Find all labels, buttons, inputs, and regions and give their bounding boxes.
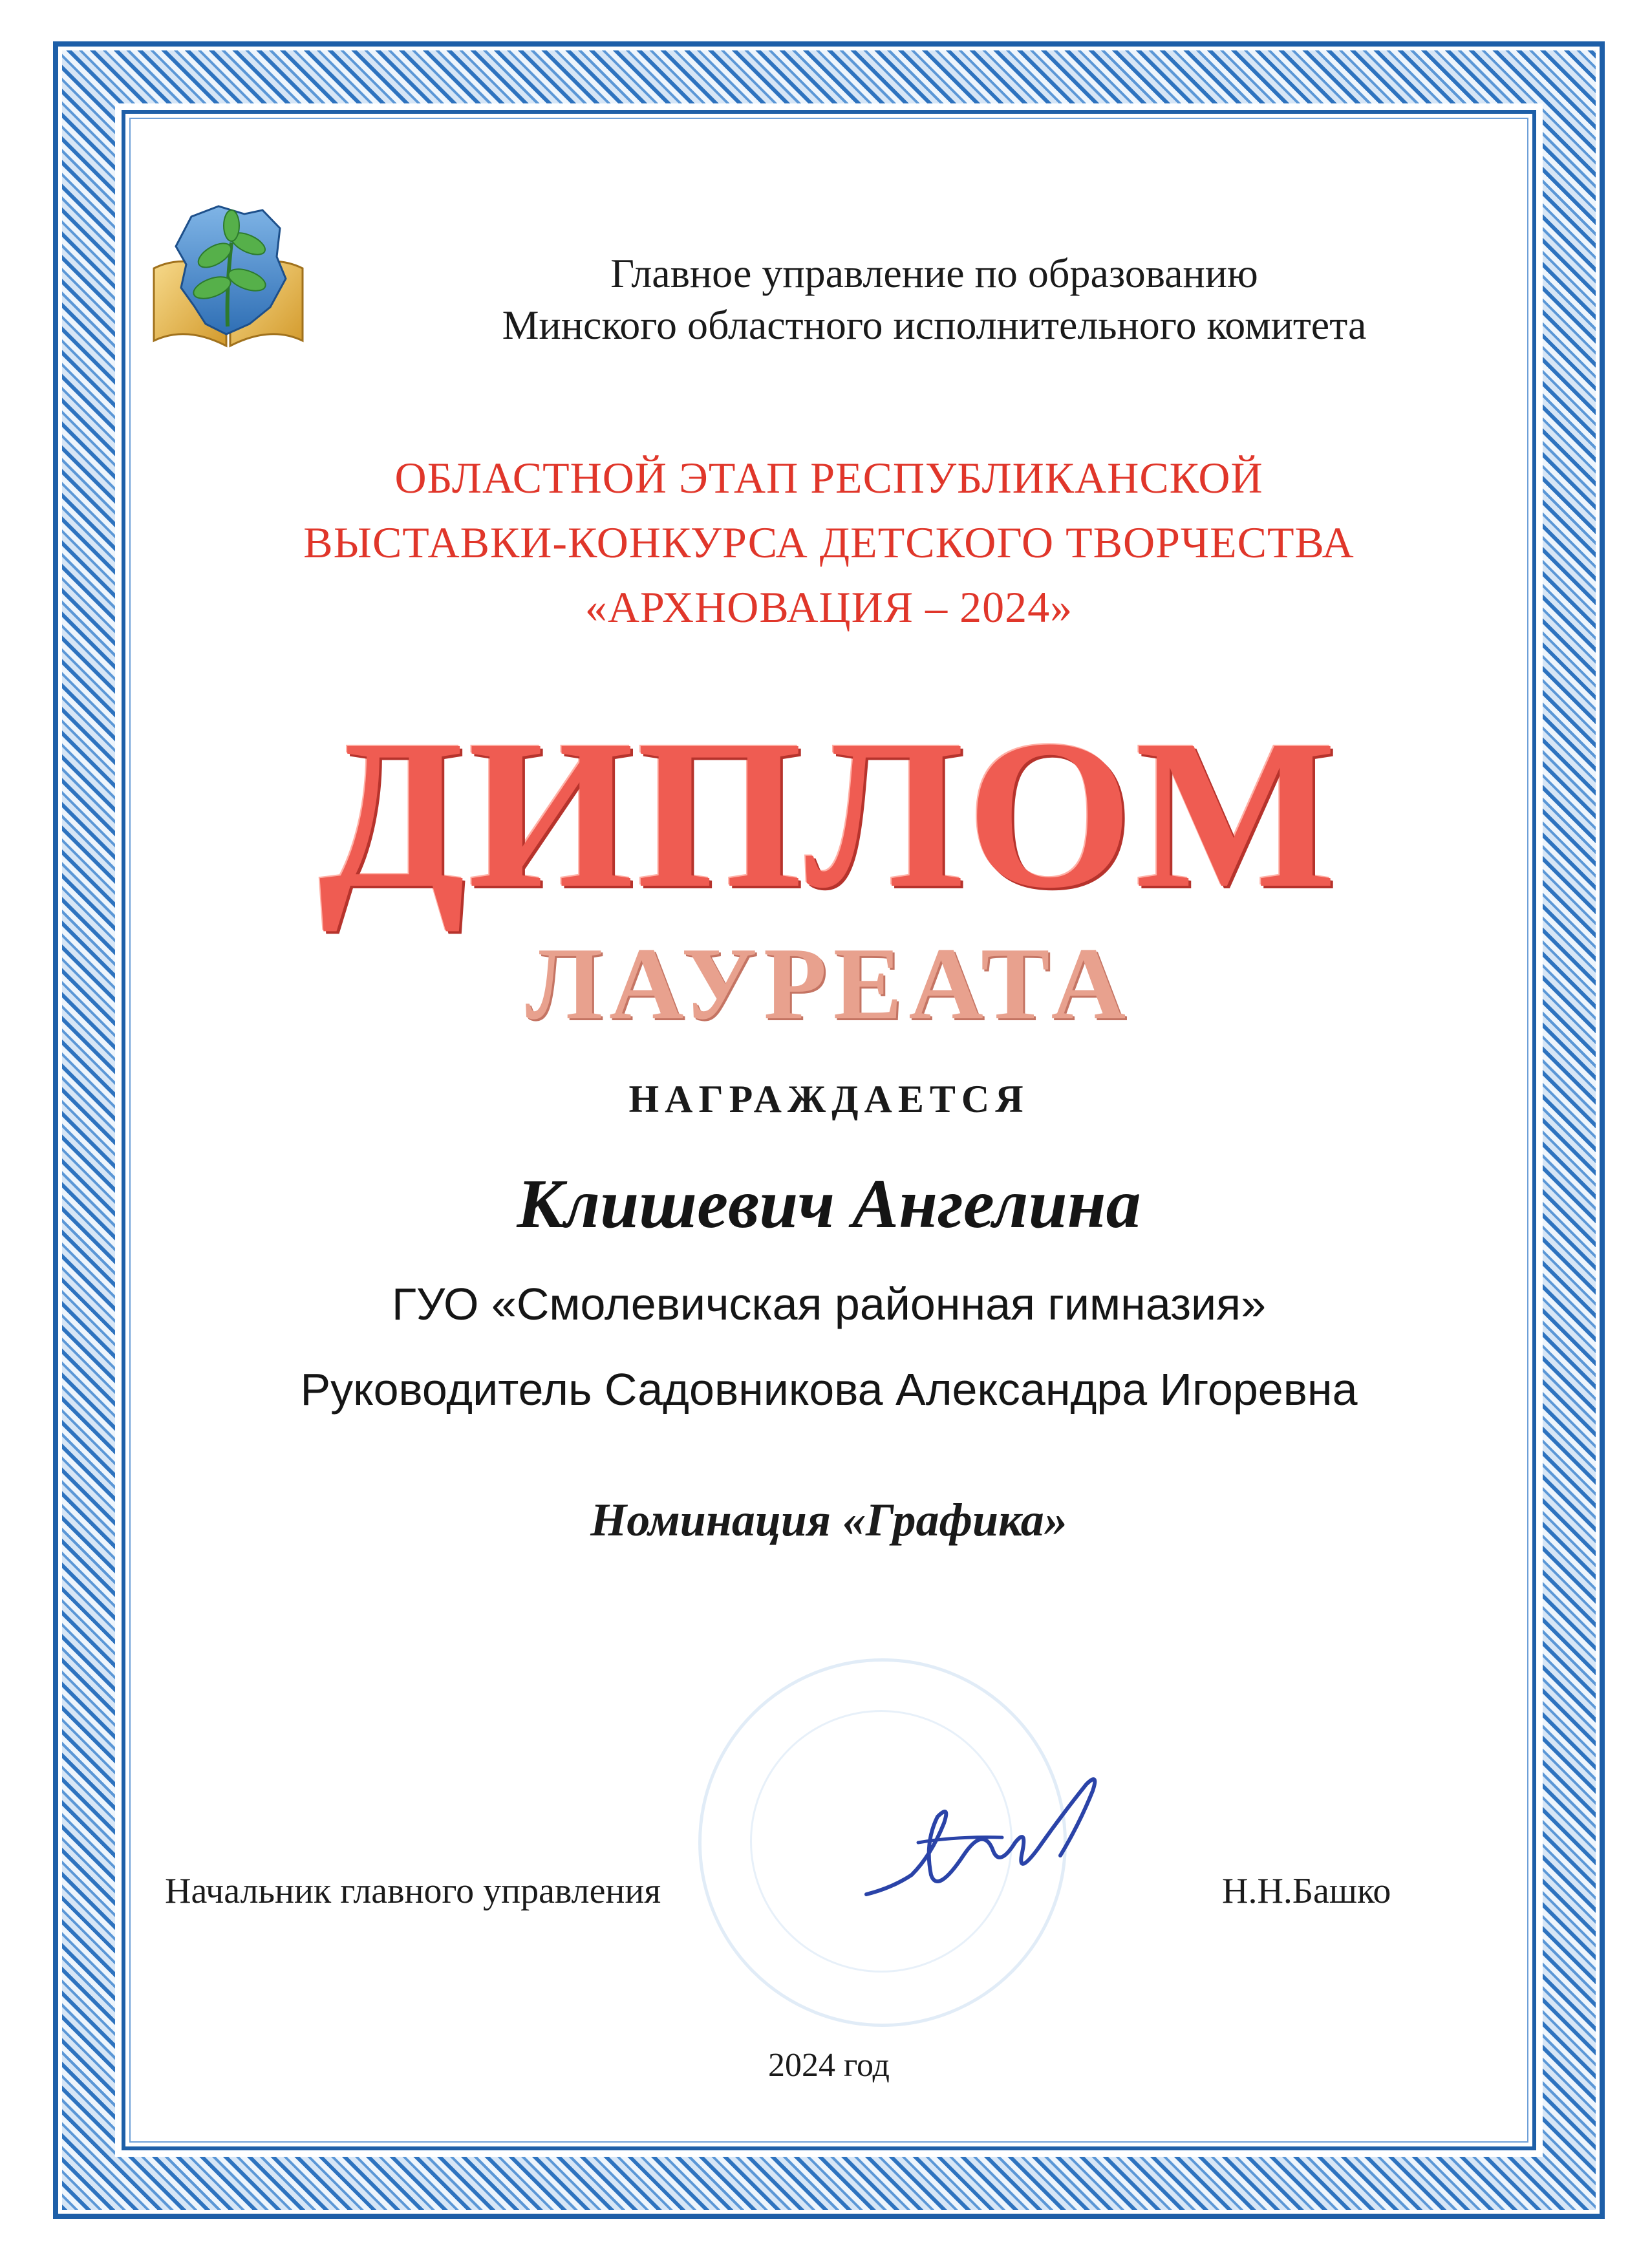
contest-line-3: «АРХНОВАЦИЯ – 2024» (584, 583, 1073, 632)
diploma-title: ДИПЛОМ (318, 696, 1340, 932)
handwritten-signature (853, 1765, 1164, 1933)
contest-line-2: ВЫСТАВКИ-КОНКУРСА ДЕТСКОГО ТВОРЧЕСТВА (303, 518, 1355, 567)
contest-line-1: ОБЛАСТНОЙ ЭТАП РЕСПУБЛИКАНСКОЙ (394, 453, 1263, 502)
recipient-name: Клишевич Ангелина (517, 1166, 1141, 1243)
signer-position: Начальник главного управления (165, 1871, 661, 1911)
recipient-leader: Руководитель Садовникова Александра Игоревна (300, 1364, 1358, 1415)
awarded-label: НАГРАЖДАЕТСЯ (628, 1078, 1029, 1120)
nomination: Номинация «Графика» (590, 1494, 1067, 1546)
diploma-subtitle: ЛАУРЕАТА (525, 926, 1133, 1041)
issue-year: 2024 год (768, 2047, 890, 2084)
issuer-line-2: Минского областного исполнительного комитета (502, 302, 1367, 348)
issuer-line-1: Главное управление по образованию (610, 250, 1258, 296)
recipient-school: ГУО «Смолевичская районная гимназия» (391, 1279, 1266, 1329)
signer-name: Н.Н.Башко (1222, 1871, 1391, 1911)
